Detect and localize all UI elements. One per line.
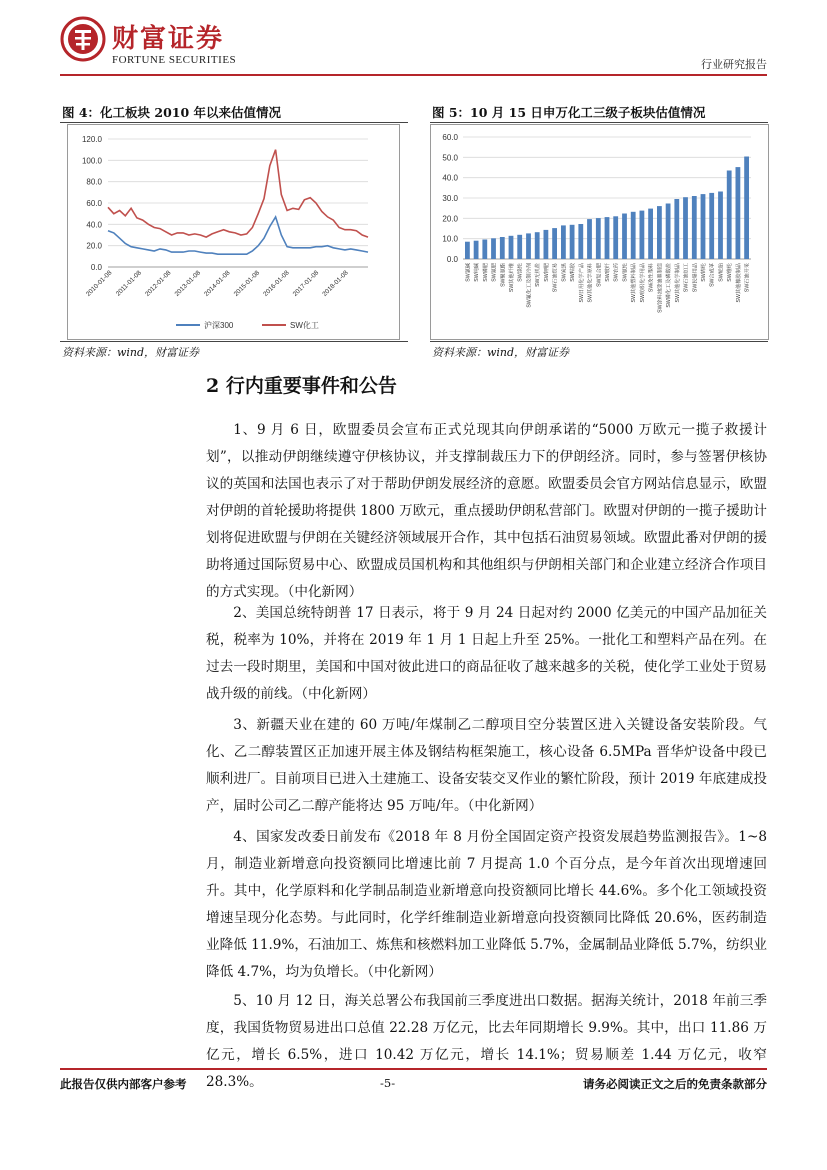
x-tick-label: SW复合肥 bbox=[596, 263, 603, 287]
bar bbox=[526, 233, 531, 259]
bar bbox=[640, 211, 645, 259]
x-tick-label: SW炭黑 bbox=[561, 263, 568, 282]
bar bbox=[666, 204, 671, 260]
bar bbox=[509, 236, 514, 259]
brand-name-cn: 财富证券 bbox=[112, 24, 225, 54]
bar bbox=[552, 228, 557, 259]
bar bbox=[474, 241, 479, 259]
paragraph-1: 1、9 月 6 日，欧盟委员会宣布正式兑现其向伊朗承诺的“5000 万欧元一揽子救援计划”，以推动伊朗继续遵守伊核协议，并支撑制裁压力下的伊朗经济。同时，参与签署伊核协议的英国和法国也表示了对于帮助伊朗发展经济的意愿。欧盟委员会官方网站信息显示，欧盟对伊朗的首轮援助将提供 1800 万欧元，重点援助伊朗私营部门。欧盟对伊朗的一揽子援助计划将促进欧盟与伊朗在关键经济领域展开合作，其中包括石油贸易领域。欧盟此番对伊朗的援助将通过国际贸易中心、欧盟成员国机构和其他组织与伊朗相关部门和企业建立经济合作项目的方式实现。（中化新网） bbox=[206, 422, 767, 600]
bar bbox=[544, 230, 549, 259]
x-tick-label: SW民爆用品 bbox=[692, 263, 699, 293]
x-tick-label: SW石油贸易 bbox=[552, 263, 559, 293]
x-tick-label: SW石油加工 bbox=[683, 263, 690, 293]
y-tick-label: 0.0 bbox=[90, 263, 102, 272]
y-tick-label: 0.0 bbox=[446, 255, 458, 264]
x-tick-label: SW改性塑料 bbox=[648, 263, 655, 293]
y-tick-label: 30.0 bbox=[442, 194, 458, 203]
x-tick-label: 2018-01-08 bbox=[321, 269, 350, 298]
y-tick-label: 40.0 bbox=[86, 220, 102, 230]
x-tick-label: SW其他化学制品 bbox=[674, 263, 681, 303]
figure5-chart bbox=[430, 124, 769, 340]
legend-label: SW化工 bbox=[290, 321, 319, 330]
x-tick-label: SW锦纶 bbox=[701, 263, 707, 282]
pe-line-chart bbox=[68, 125, 399, 339]
x-tick-label: SW涤纶 bbox=[517, 263, 524, 282]
x-tick-label: SW其他橡胶制品 bbox=[735, 263, 742, 303]
figure4-chart bbox=[67, 124, 400, 340]
y-tick-label: 20.0 bbox=[86, 241, 102, 251]
x-tick-label: SW氮肥 bbox=[491, 263, 498, 282]
x-tick-label: 2011-01-08 bbox=[114, 269, 143, 298]
x-tick-label: SW氨纶 bbox=[622, 263, 629, 282]
bar bbox=[744, 157, 749, 260]
x-tick-label: 2013-01-08 bbox=[173, 269, 203, 298]
y-tick-label: 60.0 bbox=[86, 199, 102, 208]
report-type: 行业研究报告 bbox=[701, 58, 767, 71]
bar bbox=[692, 196, 697, 259]
x-tick-label: SW钾肥 bbox=[543, 263, 550, 282]
bar bbox=[613, 216, 618, 259]
paragraph-5: 5、10 月 12 日，海关总署公布我国前三季度进出口数据。据海关统计，2018 年前三季度，我国货物贸易进出口总值 22.28 万亿元，比去年同期增长 9.9%。其中，出口 11.86 万亿元，增长 6.5%，进口 10.42 万亿元，增长 14.1%；贸易顺差 1.44 万亿元，收窄 28.3%。 bbox=[206, 993, 767, 1090]
x-tick-label: SW石油开采 bbox=[744, 263, 751, 293]
x-tick-label: SW氟化工及制冷剂 bbox=[526, 263, 533, 308]
figure4-title: 图 4：化工板块 2010 年以来估值情况 bbox=[62, 105, 282, 120]
y-tick-label: 50.0 bbox=[442, 153, 458, 163]
bar bbox=[596, 218, 601, 259]
x-tick-label: SW无机盐 bbox=[535, 263, 542, 287]
figure5-top-rule bbox=[430, 122, 768, 123]
x-tick-label: 2016-01-08 bbox=[262, 269, 291, 298]
y-tick-label: 120.0 bbox=[81, 135, 102, 144]
paragraph-4: 4、国家发改委日前发布《2018 年 8 月份全国固定资产投资发展趋势监测报告》。1~8 月，制造业新增意向投资额同比增速比前 7 月提高 1.0 个百分点，是今年首次出现增速回升。其中，化学原料和化学制品制造业新增意向投资额同比增长 44.6%。多个化工领域投资增速呈现分化态势。与此同时，化学纤维制造业新增意向投资额同比降低 20.6%，医药制造业降低 11.9%，石油加工、炼焦和核燃料加工业降低 5.7%，金属制品业降低 5.7%，纺织业降低 4.7%，均为负增长。（中化新网） bbox=[206, 829, 767, 980]
footer-disclaimer-right: 请务必阅读正文之后的免责条款部分 bbox=[583, 1077, 767, 1091]
x-tick-label: SW磷肥 bbox=[482, 263, 489, 282]
x-tick-label: SW维纶 bbox=[727, 263, 734, 282]
x-tick-label: SW其他纤维 bbox=[509, 263, 515, 293]
x-tick-label: SW合成革 bbox=[709, 263, 716, 287]
x-tick-label: SW粘胶 bbox=[570, 263, 577, 282]
bar bbox=[701, 194, 706, 259]
bar bbox=[718, 192, 723, 260]
x-tick-label: 2015-01-08 bbox=[232, 269, 262, 298]
sub-sector-bar-chart bbox=[431, 125, 768, 339]
bar bbox=[517, 235, 522, 259]
x-tick-label: SW轮胎 bbox=[718, 263, 725, 282]
bar bbox=[578, 224, 583, 259]
x-tick-label: SW农药 bbox=[613, 263, 620, 282]
x-tick-label: SW玻纤 bbox=[605, 263, 611, 282]
section-title: 2 行内重要事件和公告 bbox=[206, 375, 397, 397]
x-tick-label: 2010-01-08 bbox=[84, 269, 114, 298]
x-tick-label: 2014-01-08 bbox=[203, 269, 232, 298]
x-tick-label: SW聚氨酯 bbox=[500, 263, 507, 287]
bar bbox=[657, 206, 662, 259]
y-tick-label: 20.0 bbox=[442, 214, 458, 224]
bar bbox=[587, 219, 592, 259]
fortune-seal-icon bbox=[60, 16, 106, 62]
figure5-source: 资料来源：wind，财富证券 bbox=[432, 346, 570, 359]
x-tick-label: SW纺织化学用品 bbox=[639, 263, 646, 303]
brand-logo bbox=[60, 16, 290, 68]
bar bbox=[561, 225, 566, 259]
paragraph-3: 3、新疆天业在建的 60 万吨/年煤制乙二醇项目空分装置区进入关键设备安装阶段。气化、乙二醇装置区正加速开展主体及钢结构框架施工，核心设备 6.5MPa 晋华炉设备中段已顺利进厂。目前项目已进入土建施工、设备安装交叉作业的繁忙阶段，预计 2019 年底建成投产，届时公司乙二醇产能将达 95 万吨/年。（中化新网） bbox=[206, 717, 767, 814]
x-tick-label: SW磷化工及磷酸盐 bbox=[666, 263, 673, 308]
paragraph-2: 2、美国总统特朗普 17 日表示，将于 9 月 24 日起对约 2000 亿美元的中国产品加征关税，税率为 10%，并将在 2019 年 1 月 1 日起上升至 25%。一批化工和塑料产品在列。在过去一段时期里，美国和中国对彼此进口的商品征收了越来越多的关税，使化学工业处于贸易战升级的前线。（中化新网） bbox=[206, 605, 767, 702]
figure4-top-rule bbox=[60, 122, 408, 123]
x-tick-label: 2017-01-08 bbox=[291, 269, 321, 298]
x-tick-label: 2012-01-08 bbox=[144, 269, 173, 298]
bar bbox=[727, 171, 732, 260]
legend-label: 沪深300 bbox=[204, 321, 234, 330]
bar bbox=[648, 209, 653, 259]
x-tick-label: SW日用化学产品 bbox=[578, 263, 585, 303]
brand-name-en: FORTUNE SECURITIES bbox=[112, 54, 237, 66]
x-tick-label: SW其他塑料制品 bbox=[631, 263, 638, 303]
y-tick-label: 10.0 bbox=[442, 234, 458, 244]
bar bbox=[482, 240, 487, 260]
bar bbox=[683, 197, 688, 259]
x-tick-label: SW其他化学原料 bbox=[587, 263, 594, 303]
figure5-bottom-rule bbox=[430, 341, 768, 342]
y-tick-label: 100.0 bbox=[81, 156, 102, 166]
y-tick-label: 40.0 bbox=[442, 173, 458, 183]
bar bbox=[622, 214, 627, 260]
header-divider bbox=[60, 74, 767, 76]
figure5-title: 图 5：10 月 15 日申万化工三级子板块估值情况 bbox=[432, 105, 706, 120]
footer-disclaimer-left: 此报告仅供内部客户参考 bbox=[60, 1077, 187, 1091]
page-number: -5- bbox=[380, 1076, 396, 1090]
bar bbox=[631, 212, 636, 259]
figure4-bottom-rule bbox=[60, 341, 408, 342]
figure4-source: 资料来源：wind，财富证券 bbox=[62, 346, 200, 359]
bar bbox=[500, 237, 505, 259]
bar bbox=[605, 217, 610, 259]
bar bbox=[491, 238, 496, 259]
bar bbox=[465, 242, 470, 259]
bar bbox=[674, 199, 679, 259]
bar bbox=[535, 232, 540, 259]
bar bbox=[709, 193, 714, 259]
bar bbox=[570, 225, 575, 259]
x-tick-label: SW纯碱 bbox=[474, 263, 481, 282]
y-tick-label: 80.0 bbox=[86, 177, 102, 187]
x-tick-label: SW氯碱 bbox=[465, 263, 472, 282]
x-tick-label: SW涂料油漆油墨制造 bbox=[657, 263, 664, 313]
bar bbox=[736, 167, 741, 259]
footer-divider bbox=[60, 1068, 767, 1070]
y-tick-label: 60.0 bbox=[442, 133, 458, 142]
